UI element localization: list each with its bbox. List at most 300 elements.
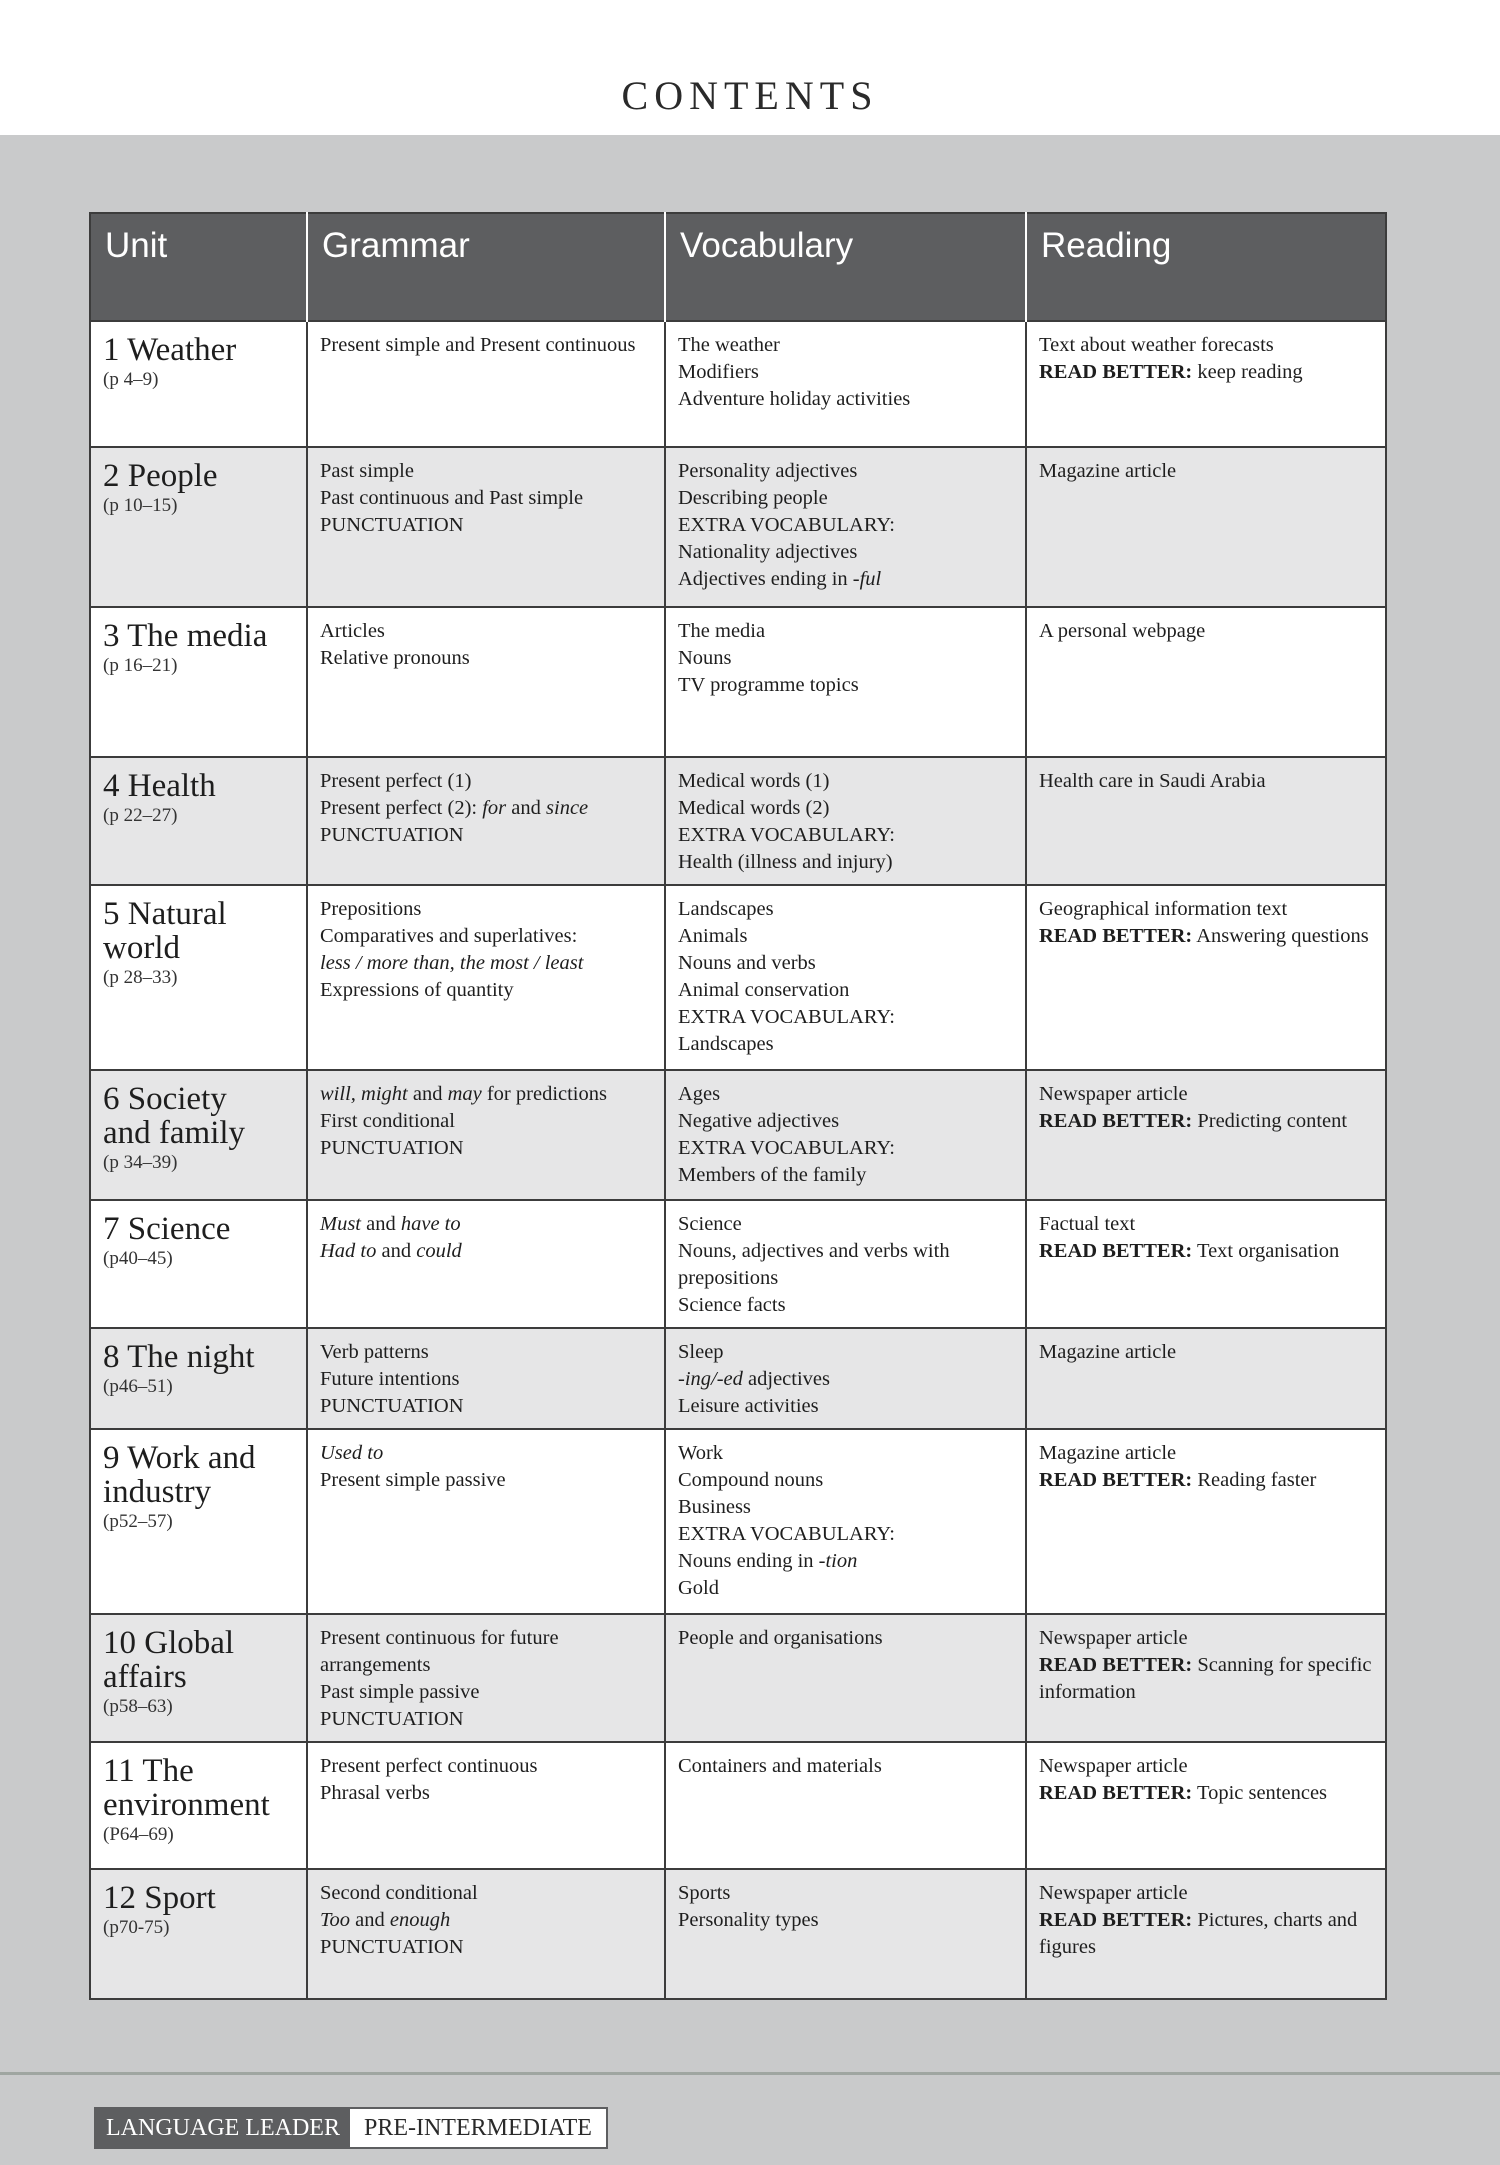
unit-pages: (p 16–21) bbox=[103, 655, 178, 676]
grammar-text: Past simple passive bbox=[320, 1681, 480, 1703]
unit-name: 9 Work and bbox=[103, 1440, 256, 1476]
table-row bbox=[90, 1200, 1386, 1328]
reading-text: Predicting content bbox=[1192, 1110, 1348, 1132]
vocabulary-line bbox=[678, 1393, 1013, 1420]
grammar-text: could bbox=[416, 1240, 462, 1262]
vocabulary-text: Adjectives ending in bbox=[678, 568, 853, 590]
vocabulary-line bbox=[678, 1211, 1013, 1238]
grammar-line bbox=[320, 1211, 652, 1238]
unit-name: affairs bbox=[103, 1659, 187, 1695]
grammar-line bbox=[320, 923, 652, 950]
reading-text: READ BETTER: bbox=[1039, 925, 1193, 947]
vocabulary-cell bbox=[665, 447, 1026, 607]
unit-name: 4 Health bbox=[103, 768, 216, 804]
vocabulary-text: Ages bbox=[678, 1083, 721, 1105]
vocabulary-text: TV programme topics bbox=[678, 674, 859, 696]
grammar-cell bbox=[307, 1429, 665, 1614]
grammar-line bbox=[320, 1679, 652, 1706]
unit-cell bbox=[90, 885, 307, 1070]
reading-text: Topic sentences bbox=[1192, 1782, 1328, 1804]
vocabulary-text: Adventure holiday activities bbox=[678, 388, 911, 410]
reading-text: Answering questions bbox=[1192, 925, 1369, 947]
grammar-text: Second conditional bbox=[320, 1882, 478, 1904]
unit-pages: (p70-75) bbox=[103, 1917, 170, 1938]
vocabulary-text: EXTRA VOCABULARY: bbox=[678, 514, 896, 536]
grammar-text: and bbox=[506, 797, 547, 819]
table-row bbox=[90, 607, 1386, 757]
unit-name: 8 The night bbox=[103, 1339, 255, 1375]
vocabulary-line bbox=[678, 1880, 1013, 1907]
grammar-text: First conditional bbox=[320, 1110, 455, 1132]
vocabulary-text: Personality types bbox=[678, 1909, 819, 1931]
vocabulary-text: Medical words (2) bbox=[678, 797, 830, 819]
grammar-text: and bbox=[407, 1083, 448, 1105]
reading-cell bbox=[1026, 607, 1386, 757]
grammar-line bbox=[320, 1706, 652, 1733]
vocabulary-line bbox=[678, 923, 1013, 950]
unit-cell bbox=[90, 757, 307, 885]
grammar-text: Past simple bbox=[320, 460, 414, 482]
unit-name: 7 Science bbox=[103, 1211, 231, 1247]
unit-name: 2 People bbox=[103, 458, 218, 494]
vocabulary-text: EXTRA VOCABULARY: bbox=[678, 1137, 896, 1159]
vocabulary-text: Animal conservation bbox=[678, 979, 850, 1001]
reading-line bbox=[1039, 1652, 1373, 1706]
grammar-cell bbox=[307, 447, 665, 607]
unit-cell bbox=[90, 1614, 307, 1742]
vocabulary-text: The weather bbox=[678, 334, 780, 356]
vocabulary-text: Sleep bbox=[678, 1341, 724, 1363]
table-row bbox=[90, 1070, 1386, 1200]
grammar-text: Present simple and Present continuous bbox=[320, 334, 636, 356]
reading-text: Geographical information text bbox=[1039, 898, 1288, 920]
reading-text: Reading faster bbox=[1192, 1469, 1317, 1491]
grammar-cell bbox=[307, 1614, 665, 1742]
reading-line bbox=[1039, 1880, 1373, 1907]
grammar-text: Relative pronouns bbox=[320, 647, 470, 669]
reading-cell bbox=[1026, 1070, 1386, 1200]
reading-line bbox=[1039, 618, 1373, 645]
unit-name: 3 The media bbox=[103, 618, 268, 654]
vocabulary-text: Modifiers bbox=[678, 361, 759, 383]
grammar-line bbox=[320, 1907, 652, 1934]
vocabulary-line bbox=[678, 485, 1013, 512]
reading-line bbox=[1039, 1211, 1373, 1238]
vocabulary-line bbox=[678, 539, 1013, 566]
reading-line bbox=[1039, 332, 1373, 359]
vocabulary-cell bbox=[665, 321, 1026, 447]
vocabulary-text: -tion bbox=[818, 1550, 858, 1572]
vocabulary-text: adjectives bbox=[742, 1368, 830, 1390]
reading-cell bbox=[1026, 447, 1386, 607]
vocabulary-line bbox=[678, 1135, 1013, 1162]
header-row bbox=[90, 213, 1386, 321]
vocabulary-cell bbox=[665, 1429, 1026, 1614]
unit-cell bbox=[90, 607, 307, 757]
grammar-text: and bbox=[361, 1213, 401, 1235]
grammar-text: enough bbox=[389, 1909, 451, 1931]
grammar-cell bbox=[307, 885, 665, 1070]
grammar-line bbox=[320, 1780, 652, 1807]
grammar-line bbox=[320, 896, 652, 923]
vocabulary-text: -ful bbox=[852, 568, 882, 590]
grammar-line bbox=[320, 1081, 652, 1108]
vocabulary-text: Nouns, adjectives and verbs with prepositions bbox=[678, 1240, 950, 1289]
header-unit: Unit bbox=[90, 213, 307, 321]
grammar-line bbox=[320, 977, 652, 1004]
vocabulary-text: Nouns bbox=[678, 647, 732, 669]
grammar-line bbox=[320, 1108, 652, 1135]
footer-level: PRE-INTERMEDIATE bbox=[350, 2109, 606, 2147]
footer-rule bbox=[0, 2072, 1500, 2075]
grammar-text: Expressions of quantity bbox=[320, 979, 514, 1001]
vocabulary-text: Containers and materials bbox=[678, 1755, 882, 1777]
vocabulary-line bbox=[678, 977, 1013, 1004]
reading-text: Newspaper article bbox=[1039, 1755, 1188, 1777]
unit-pages: (p 28–33) bbox=[103, 967, 178, 988]
reading-line bbox=[1039, 923, 1373, 950]
reading-text: Magazine article bbox=[1039, 460, 1177, 482]
unit-name: environment bbox=[103, 1787, 270, 1823]
vocabulary-text: EXTRA VOCABULARY: bbox=[678, 1006, 896, 1028]
header-grammar: Grammar bbox=[307, 213, 665, 321]
reading-text: READ BETTER: bbox=[1039, 1782, 1193, 1804]
reading-text: READ BETTER: bbox=[1039, 361, 1193, 383]
grammar-text: Had to bbox=[320, 1240, 377, 1262]
vocabulary-text: Landscapes bbox=[678, 1033, 774, 1055]
unit-name: 5 Natural bbox=[103, 896, 227, 932]
reading-cell bbox=[1026, 1742, 1386, 1869]
grammar-line bbox=[320, 768, 652, 795]
footer-brand: LANGUAGE LEADER bbox=[96, 2109, 350, 2147]
vocabulary-line bbox=[678, 1366, 1013, 1393]
grammar-text: PUNCTUATION bbox=[320, 1395, 464, 1417]
vocabulary-line bbox=[678, 1162, 1013, 1189]
unit-cell bbox=[90, 1328, 307, 1429]
reading-text: Magazine article bbox=[1039, 1341, 1177, 1363]
grammar-line bbox=[320, 1135, 652, 1162]
vocabulary-line bbox=[678, 1494, 1013, 1521]
vocabulary-line bbox=[678, 1108, 1013, 1135]
reading-cell bbox=[1026, 1328, 1386, 1429]
vocabulary-line bbox=[678, 1575, 1013, 1602]
grammar-text: Present perfect (1) bbox=[320, 770, 472, 792]
unit-pages: (p58–63) bbox=[103, 1696, 173, 1717]
reading-line bbox=[1039, 458, 1373, 485]
unit-name: and family bbox=[103, 1115, 246, 1151]
grammar-line bbox=[320, 1393, 652, 1420]
vocabulary-text: -ing/-ed bbox=[678, 1368, 743, 1390]
grammar-line bbox=[320, 950, 652, 977]
grammar-text: have to bbox=[400, 1213, 461, 1235]
grammar-cell bbox=[307, 1869, 665, 1999]
footer-badge bbox=[94, 2107, 608, 2149]
reading-cell bbox=[1026, 1200, 1386, 1328]
vocabulary-text: Business bbox=[678, 1496, 751, 1518]
vocabulary-cell bbox=[665, 1328, 1026, 1429]
grammar-text: Verb patterns bbox=[320, 1341, 429, 1363]
reading-text: keep reading bbox=[1192, 361, 1303, 383]
vocabulary-text: People and organisations bbox=[678, 1627, 883, 1649]
unit-pages: (p 34–39) bbox=[103, 1152, 178, 1173]
grammar-text: Used to bbox=[320, 1442, 384, 1464]
table-row bbox=[90, 321, 1386, 447]
header-vocabulary: Vocabulary bbox=[665, 213, 1026, 321]
grammar-cell bbox=[307, 1070, 665, 1200]
grammar-line bbox=[320, 512, 652, 539]
reading-line bbox=[1039, 1339, 1373, 1366]
grammar-line bbox=[320, 618, 652, 645]
grammar-text: Present simple passive bbox=[320, 1469, 506, 1491]
grammar-text: and bbox=[350, 1909, 390, 1931]
reading-line bbox=[1039, 768, 1373, 795]
reading-text: READ BETTER: bbox=[1039, 1909, 1193, 1931]
vocabulary-line bbox=[678, 332, 1013, 359]
unit-pages: (p46–51) bbox=[103, 1376, 173, 1397]
reading-line bbox=[1039, 1081, 1373, 1108]
unit-name: world bbox=[103, 930, 180, 966]
reading-text: Text about weather forecasts bbox=[1039, 334, 1274, 356]
vocabulary-line bbox=[678, 950, 1013, 977]
grammar-text: for bbox=[482, 797, 507, 819]
grammar-line bbox=[320, 458, 652, 485]
contents-table bbox=[89, 212, 1387, 2000]
vocabulary-text: Negative adjectives bbox=[678, 1110, 840, 1132]
grammar-text: and bbox=[376, 1240, 417, 1262]
vocabulary-text: EXTRA VOCABULARY: bbox=[678, 824, 896, 846]
table-row bbox=[90, 757, 1386, 885]
grammar-line bbox=[320, 485, 652, 512]
grammar-text: Future intentions bbox=[320, 1368, 460, 1390]
unit-name: 1 Weather bbox=[103, 332, 237, 368]
grammar-line bbox=[320, 1440, 652, 1467]
reading-line bbox=[1039, 1625, 1373, 1652]
grammar-text: Articles bbox=[320, 620, 385, 642]
grammar-line bbox=[320, 1238, 652, 1265]
vocabulary-line bbox=[678, 566, 1013, 593]
vocabulary-line bbox=[678, 896, 1013, 923]
vocabulary-line bbox=[678, 1238, 1013, 1292]
vocabulary-line bbox=[678, 849, 1013, 876]
grammar-text: PUNCTUATION bbox=[320, 1936, 464, 1958]
vocabulary-text: EXTRA VOCABULARY: bbox=[678, 1523, 896, 1545]
grammar-text: Present perfect continuous bbox=[320, 1755, 538, 1777]
vocabulary-text: Describing people bbox=[678, 487, 828, 509]
vocabulary-line bbox=[678, 1440, 1013, 1467]
grammar-cell bbox=[307, 321, 665, 447]
reading-text: A personal webpage bbox=[1039, 620, 1206, 642]
reading-line bbox=[1039, 1238, 1373, 1265]
vocabulary-line bbox=[678, 458, 1013, 485]
reading-line bbox=[1039, 1108, 1373, 1135]
unit-cell bbox=[90, 1070, 307, 1200]
table-row bbox=[90, 1869, 1386, 1999]
grammar-text: will, might bbox=[320, 1083, 408, 1105]
reading-text: READ BETTER: bbox=[1039, 1110, 1193, 1132]
vocabulary-line bbox=[678, 1753, 1013, 1780]
vocabulary-text: Nouns and verbs bbox=[678, 952, 816, 974]
grammar-text: Present continuous for future arrangements bbox=[320, 1627, 559, 1676]
vocabulary-cell bbox=[665, 1200, 1026, 1328]
vocabulary-cell bbox=[665, 885, 1026, 1070]
reading-text: READ BETTER: bbox=[1039, 1654, 1193, 1676]
grammar-text: Comparatives and superlatives: bbox=[320, 925, 578, 947]
reading-line bbox=[1039, 1440, 1373, 1467]
unit-name: 6 Society bbox=[103, 1081, 227, 1117]
grammar-line bbox=[320, 1880, 652, 1907]
reading-line bbox=[1039, 1467, 1373, 1494]
reading-text: Pictures, charts and figures bbox=[1039, 1909, 1358, 1958]
vocabulary-text: Compound nouns bbox=[678, 1469, 824, 1491]
page-title: CONTENTS bbox=[621, 73, 879, 118]
grammar-line bbox=[320, 1366, 652, 1393]
vocabulary-text: Work bbox=[678, 1442, 724, 1464]
vocabulary-line bbox=[678, 795, 1013, 822]
reading-text: READ BETTER: bbox=[1039, 1469, 1193, 1491]
reading-cell bbox=[1026, 757, 1386, 885]
vocabulary-text: The media bbox=[678, 620, 766, 642]
grammar-text: Too bbox=[320, 1909, 351, 1931]
table-row bbox=[90, 1429, 1386, 1614]
grammar-text: Phrasal verbs bbox=[320, 1782, 430, 1804]
grammar-line bbox=[320, 1934, 652, 1961]
header-reading: Reading bbox=[1026, 213, 1386, 321]
reading-text: Newspaper article bbox=[1039, 1882, 1188, 1904]
vocabulary-line bbox=[678, 386, 1013, 413]
vocabulary-line bbox=[678, 672, 1013, 699]
vocabulary-line bbox=[678, 359, 1013, 386]
grammar-line bbox=[320, 1467, 652, 1494]
vocabulary-line bbox=[678, 1625, 1013, 1652]
vocabulary-line bbox=[678, 1467, 1013, 1494]
reading-cell bbox=[1026, 1429, 1386, 1614]
unit-cell bbox=[90, 1742, 307, 1869]
grammar-text: less / more than, the most / least bbox=[320, 952, 584, 974]
grammar-text: may bbox=[447, 1083, 482, 1105]
grammar-text: PUNCTUATION bbox=[320, 1137, 464, 1159]
grammar-line bbox=[320, 795, 652, 822]
grammar-text: since bbox=[546, 797, 589, 819]
reading-cell bbox=[1026, 321, 1386, 447]
reading-text: Newspaper article bbox=[1039, 1627, 1188, 1649]
table-row bbox=[90, 447, 1386, 607]
unit-cell bbox=[90, 1200, 307, 1328]
grammar-cell bbox=[307, 757, 665, 885]
vocabulary-line bbox=[678, 1292, 1013, 1319]
grammar-cell bbox=[307, 1200, 665, 1328]
unit-name: 12 Sport bbox=[103, 1880, 216, 1916]
grammar-text: PUNCTUATION bbox=[320, 824, 464, 846]
vocabulary-line bbox=[678, 1521, 1013, 1548]
reading-cell bbox=[1026, 885, 1386, 1070]
unit-cell bbox=[90, 447, 307, 607]
vocabulary-text: Personality adjectives bbox=[678, 460, 858, 482]
reading-line bbox=[1039, 1907, 1373, 1961]
vocabulary-text: Nationality adjectives bbox=[678, 541, 858, 563]
reading-line bbox=[1039, 896, 1373, 923]
grammar-text: for predictions bbox=[481, 1083, 607, 1105]
table-row bbox=[90, 885, 1386, 1070]
vocabulary-cell bbox=[665, 757, 1026, 885]
reading-line bbox=[1039, 1753, 1373, 1780]
reading-text: Newspaper article bbox=[1039, 1083, 1188, 1105]
reading-line bbox=[1039, 359, 1373, 386]
table-row bbox=[90, 1742, 1386, 1869]
vocabulary-cell bbox=[665, 1070, 1026, 1200]
grammar-line bbox=[320, 332, 652, 359]
unit-name: industry bbox=[103, 1474, 212, 1510]
unit-pages: (p 10–15) bbox=[103, 495, 178, 516]
vocabulary-line bbox=[678, 1339, 1013, 1366]
grammar-text: Must bbox=[320, 1213, 361, 1235]
reading-cell bbox=[1026, 1869, 1386, 1999]
grammar-cell bbox=[307, 1328, 665, 1429]
reading-text: Scanning for specific information bbox=[1039, 1654, 1372, 1703]
vocabulary-line bbox=[678, 768, 1013, 795]
vocabulary-line bbox=[678, 618, 1013, 645]
unit-pages: (p 4–9) bbox=[103, 369, 159, 390]
reading-text: READ BETTER: bbox=[1039, 1240, 1193, 1262]
vocabulary-text: Nouns ending in bbox=[678, 1550, 819, 1572]
unit-name: 11 The bbox=[103, 1753, 194, 1789]
vocabulary-line bbox=[678, 645, 1013, 672]
reading-text: Magazine article bbox=[1039, 1442, 1177, 1464]
unit-pages: (p 22–27) bbox=[103, 805, 178, 826]
grammar-line bbox=[320, 645, 652, 672]
vocabulary-line bbox=[678, 1031, 1013, 1058]
vocabulary-cell bbox=[665, 1869, 1026, 1999]
vocabulary-cell bbox=[665, 1614, 1026, 1742]
unit-cell bbox=[90, 1429, 307, 1614]
grammar-text: Past continuous and Past simple bbox=[320, 487, 584, 509]
reading-text: Text organisation bbox=[1192, 1240, 1340, 1262]
grammar-text: PUNCTUATION bbox=[320, 1708, 464, 1730]
vocabulary-line bbox=[678, 1081, 1013, 1108]
vocabulary-text: Animals bbox=[678, 925, 748, 947]
unit-pages: (P64–69) bbox=[103, 1824, 174, 1845]
vocabulary-cell bbox=[665, 1742, 1026, 1869]
vocabulary-line bbox=[678, 512, 1013, 539]
reading-line bbox=[1039, 1780, 1373, 1807]
vocabulary-line bbox=[678, 1004, 1013, 1031]
vocabulary-line bbox=[678, 1548, 1013, 1575]
table-row bbox=[90, 1328, 1386, 1429]
vocabulary-text: Sports bbox=[678, 1882, 731, 1904]
grammar-text: Prepositions bbox=[320, 898, 422, 920]
vocabulary-text: Health (illness and injury) bbox=[678, 851, 893, 873]
vocabulary-text: Science facts bbox=[678, 1294, 786, 1316]
grammar-cell bbox=[307, 1742, 665, 1869]
vocabulary-text: Landscapes bbox=[678, 898, 774, 920]
unit-cell bbox=[90, 321, 307, 447]
vocabulary-line bbox=[678, 822, 1013, 849]
grammar-line bbox=[320, 822, 652, 849]
reading-text: Health care in Saudi Arabia bbox=[1039, 770, 1266, 792]
vocabulary-text: Leisure activities bbox=[678, 1395, 819, 1417]
grammar-text: Present perfect (2): bbox=[320, 797, 483, 819]
vocabulary-text: Members of the family bbox=[678, 1164, 867, 1186]
unit-pages: (p40–45) bbox=[103, 1248, 173, 1269]
vocabulary-cell bbox=[665, 607, 1026, 757]
reading-cell bbox=[1026, 1614, 1386, 1742]
grammar-text: PUNCTUATION bbox=[320, 514, 464, 536]
grammar-line bbox=[320, 1753, 652, 1780]
vocabulary-text: Medical words (1) bbox=[678, 770, 830, 792]
unit-name: 10 Global bbox=[103, 1625, 235, 1661]
grammar-line bbox=[320, 1625, 652, 1679]
unit-cell bbox=[90, 1869, 307, 1999]
unit-pages: (p52–57) bbox=[103, 1511, 173, 1532]
